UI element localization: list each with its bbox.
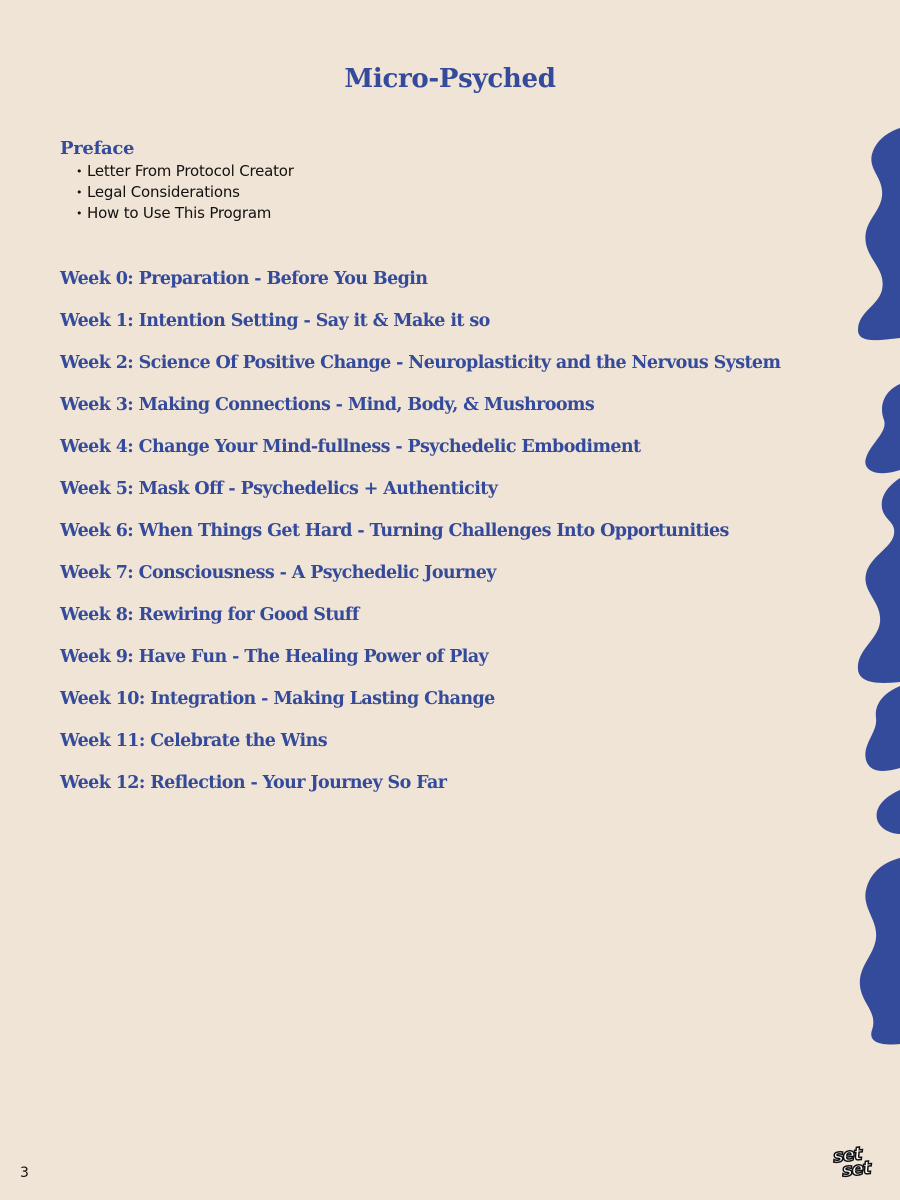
week-4-item: Week 4: Change Your Mind-fullness - Psychedelic Embodiment (60, 437, 641, 457)
page-title: Micro-Psyched (344, 64, 556, 94)
weeks-list (60, 266, 840, 812)
week-11-item: Week 11: Celebrate the Wins (60, 731, 327, 751)
preface-item-letter: • Letter From Protocol Creator (76, 161, 294, 182)
page-number: 3 (20, 1165, 29, 1181)
preface-item-legal: • Legal Considerations (76, 182, 294, 203)
week-12-item: Week 12: Reflection - Your Journey So Far (60, 773, 447, 793)
set-set-logo-icon: set set (831, 1143, 872, 1182)
preface-section (60, 138, 294, 224)
week-3-item: Week 3: Making Connections - Mind, Body, & Mushrooms (60, 395, 595, 415)
week-5-item: Week 5: Mask Off - Psychedelics + Authenticity (60, 479, 498, 499)
preface-heading: Preface (60, 138, 135, 159)
week-2-item: Week 2: Science Of Positive Change - Neuroplasticity and the Nervous System (60, 353, 781, 373)
preface-list (60, 161, 294, 224)
week-0-item: Week 0: Preparation - Before You Begin (60, 269, 428, 289)
week-9-item: Week 9: Have Fun - The Healing Power of Play (60, 647, 489, 667)
week-7-item: Week 7: Consciousness - A Psychedelic Journey (60, 563, 496, 583)
week-8-item: Week 8: Rewiring for Good Stuff (60, 605, 359, 625)
week-1-item: Week 1: Intention Setting - Say it & Make it so (60, 311, 490, 331)
week-6-item: Week 6: When Things Get Hard - Turning Challenges Into Opportunities (60, 521, 729, 541)
preface-item-how-to-use: • How to Use This Program (76, 203, 294, 224)
week-10-item: Week 10: Integration - Making Lasting Change (60, 689, 495, 709)
